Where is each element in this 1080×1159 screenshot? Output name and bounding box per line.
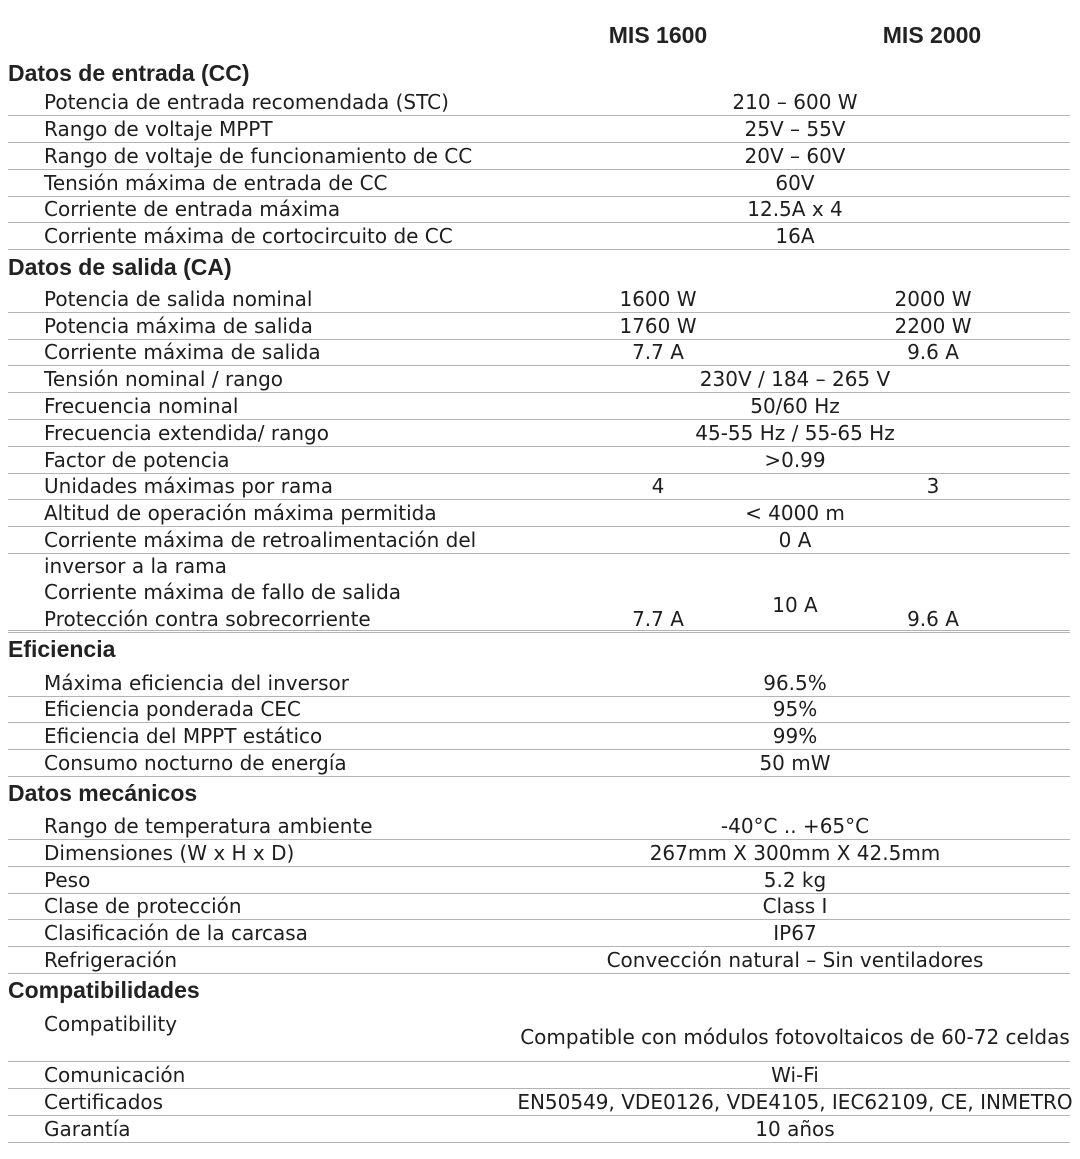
spec-row <box>8 840 1070 867</box>
section-title: Datos mecánicos <box>8 780 198 806</box>
spec-label: Unidades máximas por rama <box>44 474 333 498</box>
spec-label: Rango de voltaje de funcionamiento de CC <box>44 144 473 168</box>
spec-row <box>8 1062 1070 1089</box>
spec-value: Class I <box>762 894 828 918</box>
spec-row <box>8 143 1070 170</box>
spec-row <box>8 393 1070 420</box>
spec-value: 60V <box>775 171 815 195</box>
spec-value: 50 mW <box>759 751 831 775</box>
spec-value: -40°C .. +65°C <box>720 814 870 838</box>
spec-row <box>8 1089 1073 1116</box>
spec-label: Máxima eficiencia del inversor <box>44 671 349 695</box>
spec-row <box>8 447 1070 474</box>
spec-row <box>8 286 1070 313</box>
section-title: Compatibilidades <box>8 977 200 1003</box>
spec-value-mis1600: 1600 W <box>619 287 697 311</box>
spec-label: Clase de protección <box>44 894 242 918</box>
spec-row <box>8 170 1070 197</box>
spec-label: Certificados <box>44 1090 164 1114</box>
spec-label: Consumo nocturno de energía <box>44 751 347 775</box>
spec-label: Tensión máxima de entrada de CC <box>44 171 388 195</box>
spec-value-mis2000: 9.6 A <box>907 607 959 631</box>
spec-label: Factor de potencia <box>44 448 230 472</box>
spec-value: IP67 <box>773 921 817 945</box>
spec-value: 10 años <box>755 1117 835 1141</box>
spec-row <box>8 89 1070 116</box>
spec-row <box>8 223 1070 250</box>
spec-label: Frecuencia nominal <box>44 394 239 418</box>
spec-label: Protección contra sobrecorriente <box>44 607 371 631</box>
spec-label: Dimensiones (W x H x D) <box>44 841 295 865</box>
spec-row <box>8 750 1070 777</box>
spec-value: 96.5% <box>763 671 827 695</box>
spec-value: Convección natural – Sin ventiladores <box>606 948 984 972</box>
spec-label: Refrigeración <box>44 948 178 972</box>
spec-value: 99% <box>772 724 818 748</box>
spec-label: Corriente máxima de fallo de salida <box>44 580 402 604</box>
spec-value: 20V – 60V <box>744 144 846 168</box>
spec-value: 10 A <box>772 593 818 617</box>
spec-value: >0.99 <box>764 448 826 472</box>
column-header-mis2000: MIS 2000 <box>882 22 982 48</box>
spec-row <box>8 893 1070 920</box>
spec-value-mis2000: 2200 W <box>894 314 972 338</box>
spec-label: Corriente máxima de cortocircuito de CC <box>44 224 453 248</box>
spec-row <box>8 366 1070 393</box>
spec-label: Corriente máxima de salida <box>44 340 321 364</box>
spec-row <box>8 723 1070 750</box>
spec-label: Clasificación de la carcasa <box>44 921 308 945</box>
spec-row <box>8 1011 1070 1062</box>
spec-label: Tensión nominal / rango <box>44 367 284 391</box>
spec-label: Comunicación <box>44 1063 186 1087</box>
section-title: Datos de entrada (CC) <box>8 60 250 86</box>
spec-value: 210 – 600 W <box>732 90 858 114</box>
spec-label: Rango de temperatura ambiente <box>44 814 373 838</box>
spec-row <box>8 920 1070 947</box>
section-title: Datos de salida (CA) <box>8 254 232 280</box>
spec-value: 16A <box>775 224 815 248</box>
spec-value: 267mm X 300mm X 42.5mm <box>649 841 941 865</box>
spec-row <box>8 473 1070 500</box>
spec-label: Eficiencia del MPPT estático <box>44 724 323 748</box>
spec-value-mis2000: 3 <box>926 474 940 498</box>
spec-row <box>8 947 1070 974</box>
spec-value: Compatible con módulos fotovoltaicos de 60-72 celdas <box>520 1024 1070 1049</box>
spec-row <box>8 867 1070 894</box>
spec-label: Compatibility <box>44 1012 178 1036</box>
spec-label: Potencia máxima de salida <box>44 314 313 338</box>
spec-row <box>8 339 1070 366</box>
spec-label: Eficiencia ponderada CEC <box>44 697 301 721</box>
spec-value-mis1600: 4 <box>651 474 665 498</box>
spec-label: Corriente máxima de retroalimentación del inversor a la rama <box>44 528 477 578</box>
spec-label: Peso <box>44 868 91 892</box>
spec-row <box>8 813 1070 840</box>
spec-value-mis1600: 7.7 A <box>632 340 684 364</box>
spec-value-mis1600: 1760 W <box>619 314 697 338</box>
spec-value: EN50549, VDE0126, VDE4105, IEC62109, CE, INMETRO <box>517 1090 1073 1114</box>
spec-label: Corriente de entrada máxima <box>44 197 341 221</box>
spec-label: Potencia de salida nominal <box>44 287 313 311</box>
spec-row <box>8 696 1070 723</box>
spec-value-mis2000: 9.6 A <box>907 340 959 364</box>
spec-value-mis2000: 2000 W <box>894 287 972 311</box>
spec-value-mis1600: 7.7 A <box>632 607 684 631</box>
spec-value: 50/60 Hz <box>750 394 840 418</box>
spec-value: 5.2 kg <box>763 868 827 892</box>
spec-row <box>8 196 1070 223</box>
spec-row <box>8 313 1070 340</box>
spec-label: Garantía <box>44 1117 131 1141</box>
spec-row <box>8 116 1070 143</box>
spec-value: 25V – 55V <box>744 117 846 141</box>
spec-row <box>8 606 1070 633</box>
spec-value: 45-55 Hz / 55-65 Hz <box>695 421 895 445</box>
spec-value: 0 A <box>778 528 812 552</box>
spec-row <box>8 670 1070 697</box>
spec-row <box>8 500 1070 527</box>
column-header-mis1600: MIS 1600 <box>608 22 708 48</box>
spec-row <box>8 527 1070 578</box>
spec-label: Frecuencia extendida/ rango <box>44 421 329 445</box>
spec-value: Wi-Fi <box>771 1063 819 1087</box>
spec-value: 95% <box>772 697 818 721</box>
section-title: Eficiencia <box>8 636 116 662</box>
spec-row <box>8 1116 1070 1143</box>
spec-label: Altitud de operación máxima permitida <box>44 501 437 525</box>
spec-label: Rango de voltaje MPPT <box>44 117 273 141</box>
spec-label: Potencia de entrada recomendada (STC) <box>44 90 449 114</box>
spec-row <box>8 420 1070 447</box>
spec-value: 230V / 184 – 265 V <box>699 367 891 391</box>
spec-value: 12.5A x 4 <box>747 197 843 221</box>
spec-value: < 4000 m <box>745 501 845 525</box>
